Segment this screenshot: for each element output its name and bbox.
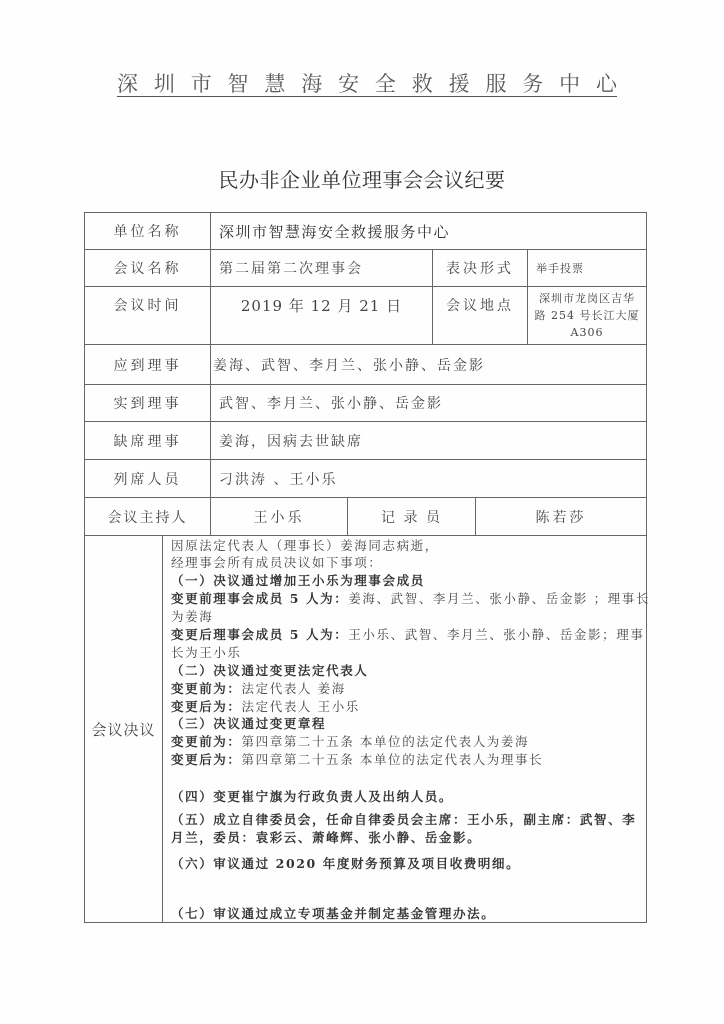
resolution-text: 经理事会所有成员决议如下事项： (171, 555, 383, 570)
org-header-char: 慧 (264, 72, 286, 96)
resolution-line (171, 554, 383, 571)
resolution-text-bold: 月兰，委员：袁彩云、萧峰辉、张小静、岳金影。 (171, 830, 482, 845)
table-rule (84, 535, 647, 536)
org-header-char: 心 (595, 72, 617, 96)
resolution-text-bold: （一）决议通过增加王小乐为理事会成员 (171, 573, 425, 588)
meeting-place-value (528, 287, 646, 344)
resolution-text: 第四章第二十五条 本单位的法定代表人为理事长 (241, 752, 544, 767)
resolution-text: 法定代表人 姜海 (241, 681, 346, 696)
org-header-char: 救 (411, 72, 433, 96)
org-header-char: 服 (485, 72, 507, 96)
resolution-line (171, 680, 346, 697)
org-header-char: 援 (448, 72, 470, 96)
expected-directors-label: 应到理事 (113, 357, 182, 374)
org-header (117, 70, 617, 97)
resolution-text: 因原法定代表人（理事长）姜海同志病逝， (171, 538, 439, 553)
unit-name-value: 深圳市智慧海安全救援服务中心 (219, 222, 451, 241)
org-header-char: 全 (374, 72, 396, 96)
resolution-line (171, 905, 495, 922)
table-border (84, 922, 647, 923)
resolution-text: 长为王小乐 (171, 645, 242, 660)
resolution-line (171, 829, 481, 846)
address-line: 路 254 号长江大厦 (534, 309, 640, 322)
unit-name-label: 单位名称 (113, 224, 182, 240)
resolution-text-bold: 变更前理事会成员 5 人为： (171, 591, 349, 606)
address-line: 深圳市龙岗区吉华 (539, 292, 635, 305)
org-header-char: 中 (559, 72, 581, 96)
expected-directors-value: 姜海、武智、李月兰、张小静、岳金影 (213, 357, 485, 374)
resolution-text-bold: （六）审议通过 2020 年度财务预算及项目收费明细。 (171, 856, 521, 871)
resolution-line (171, 662, 368, 679)
meeting-time-label: 会议时间 (113, 298, 182, 314)
present-directors-label: 实到理事 (113, 396, 182, 412)
resolution-text-bold: 变更前为： (171, 681, 242, 696)
org-header-char: 智 (227, 72, 249, 96)
resolution-line (171, 608, 213, 625)
org-header-char: 海 (301, 72, 323, 96)
resolution-text-bold: 变更前为： (171, 734, 242, 749)
present-directors-value: 武智、李月兰、张小静、岳金影 (219, 396, 443, 412)
resolution-text-bold: （三）决议通过变更章程 (171, 716, 327, 731)
absent-directors-value: 姜海，因病去世缺席 (219, 433, 363, 450)
table-rule (162, 535, 163, 922)
host-label: 会议主持人 (107, 509, 188, 526)
resolution-line (171, 751, 543, 768)
org-header-char: 市 (190, 72, 212, 96)
resolution-line (171, 572, 425, 589)
resolution-text-bold: 变更后为： (171, 752, 242, 767)
org-header-char: 深 (117, 72, 138, 96)
document-title: 民办非企业单位理事会会议纪要 (218, 168, 506, 192)
resolution-line (171, 788, 453, 805)
absent-directors-label: 缺席理事 (113, 433, 182, 450)
meeting-name-label: 会议名称 (113, 261, 182, 277)
resolution-text-bold: 变更后理事会成员 5 人为： (171, 627, 349, 642)
address-line: A306 (570, 326, 604, 339)
resolution-text-bold: （四）变更崔宁旗为行政负责人及出纳人员。 (171, 789, 454, 804)
meeting-time-value: 2019 年 12 月 21 日 (240, 296, 403, 315)
resolution-line (171, 698, 360, 715)
resolution-text: 为姜海 (171, 609, 214, 624)
resolution-text-bold: （五）成立自律委员会，任命自律委员会主席：王小乐，副主席：武智、李 (171, 812, 637, 827)
resolution-text: 第四章第二十五条 本单位的法定代表人为姜海 (241, 734, 530, 749)
resolution-text: 王小乐、武智、李月兰、张小静、岳金影；理事 (348, 627, 645, 642)
resolution-line (171, 733, 529, 750)
attendees-value: 刁洪涛 、王小乐 (219, 471, 338, 488)
resolution-line (171, 855, 520, 872)
recorder-label: 记 录 员 (381, 509, 442, 526)
resolution-line (171, 626, 644, 643)
resolution-line (171, 537, 439, 554)
meeting-place-label: 会议地点 (446, 298, 514, 314)
resolution-line (171, 590, 650, 607)
resolution-text-bold: 变更后为： (171, 699, 242, 714)
table-border (646, 212, 647, 923)
recorder-value: 陈若莎 (535, 509, 587, 526)
resolution-line (171, 811, 636, 828)
resolution-text-bold: （二）决议通过变更法定代表人 (171, 663, 369, 678)
org-header-char: 务 (522, 72, 544, 96)
host-value: 王小乐 (253, 509, 305, 526)
resolution-text: 姜海、武智、李月兰、张小静、岳金影 ；理事长 (348, 591, 650, 606)
resolution-text: 法定代表人 王小乐 (241, 699, 360, 714)
org-header-char: 安 (338, 72, 360, 96)
resolution-line (171, 715, 326, 732)
vote-form-label: 表决形式 (446, 261, 514, 277)
resolution-text-bold: （七）审议通过成立专项基金并制定基金管理办法。 (171, 906, 496, 921)
vote-form-value: 举手投票 (536, 262, 584, 275)
resolutions-label: 会议决议 (91, 720, 156, 739)
org-header-char: 圳 (153, 72, 175, 96)
meeting-name-value: 第二届第二次理事会 (219, 261, 363, 277)
attendees-label: 列席人员 (113, 471, 182, 488)
resolution-line (171, 644, 242, 661)
